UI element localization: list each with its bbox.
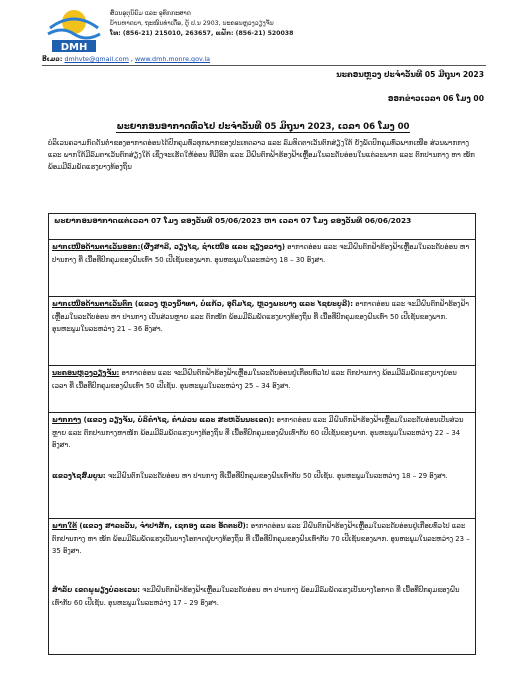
table-divider xyxy=(49,412,475,413)
email-label: ອີເມວ: xyxy=(42,55,63,63)
table-divider xyxy=(49,518,475,519)
forecast-period: ພະຍາກອນອາກາດແຕ່ເວລາ 07 ໂມງ ຂອງວັນທີ 05/06/2023 ຫາ ເວລາ 07 ໂມງ ຂອງວັນທີ 06/06/2023 xyxy=(54,216,412,225)
region-south: ພາກໃຕ້ (ແຂວງ ສາລະວັນ, ຈຳປາສັກ, ເຊກອງ ແລະ ອັດຕະປື): ອາກາດອ່ອນ ແລະ ມີຝົນຕົກຟ້າຮ້ອງຟ້າເຫຼື້ອມໃນລະດັບອ່ອນຢູ່ເກືອບທົ່ວໄປ ແລະ ຕົກປານກາງ ຫາ ໜັກ ພ້ອມມີລົມພັດແຮງເປັນບາງໂອກາດຢູ່ບາງທ້ອງຖິ່ນ ທີ່ ເນື້ອທີ່ປົກຄຸມຂອງຝົນເທົ່າກັບ 70 ເປີເຊັນຂອງພາກ. ອຸນຫະພູມໃນລະຫວ່າງ 23 – 35 ອົງສາ. xyxy=(52,522,470,556)
issue-time: ອອກຂ່າວເວລາ 06 ໂມງ 00 xyxy=(387,94,484,103)
intro-paragraph: ບໍລິເວນຄວາມກົດດັນຕ່ຳຂອງອາກາດອ່ອນໄດ້ປົກຄຸມທົ່ວທຸກພາກຂອງປະເທດລາວ ແລະ ລົມທິດຕາເວັນຕົກສ່ຽງໃຕ້ ຍັງພັດປົກຄຸມທົ່ວພາກເໜືອ ສ່ວນພາກກາງ ແລະ ພາກໃຕ້ມີລົມຕາເວັນຕົກສ່ຽງໃຕ້ ເຊິ່ງຈະເຮັດໃຫ້ອ່ອນ ທີ່ມີອີກ ແລະ ມີຝົນຕົກຟ້າຮ້ອງຟ້າເຫຼື້ອມໃນລະດັບອ່ອນໃນແຕ່ລະພາກ ແລະ ຕົກປານກາງ ຫາ ໜັກພ້ອມມີລົມພັດແຮງບາງທ້ອງຖິ່ນ xyxy=(48,139,475,171)
table-divider xyxy=(49,239,475,240)
region-xaisomboun: ແຂວງໄຊສົມບູນ: ຈະມີຝົນຕົກໃນລະດັບອ່ອນ ຫາ ປານກາງ ທີ່ເນື້ອທີ່ປົກຄຸມຂອງຝົນເທົ່າກັບ 50 ເປີເຊັນ. ອຸນຫະພູມໃນລະຫວ່າງ 18 – 29 ອົງສາ. xyxy=(52,472,448,480)
org-name: ສົ່ວນອຸຕຸນິຍົມ ແລະ ອຸທົກກະສາດ xyxy=(110,10,191,17)
dateline: ນະຄອນຫຼວງ ປະຈຳວັນທີ 05 ມີຖຸນາ 2023 xyxy=(336,70,484,79)
header-divider xyxy=(42,65,486,66)
table-divider xyxy=(49,296,475,297)
logo-text: DMH xyxy=(60,42,88,53)
website-link[interactable]: www.dmh.monre.gov.la xyxy=(134,55,211,63)
contact-line: ອີເມວ: dmhvte@gmail.com , www.dmh.monre.gov.la xyxy=(42,55,211,63)
bulletin-title: ພະຍາກອນອາກາດທົ່ວໄປ ປະຈຳວັນທີ 05 ມິຖຸນາ 2023, ເວລາ 06 ໂມງ 00 xyxy=(116,122,410,132)
region-vientiane-capital: ນະຄອນຫຼວງວຽງຈັນ: ອາກາດອ່ອນ ແລະ ຈະມີຝົນຕົກຟ້າຮ້ອງຟ້າເຫຼື້ອມໃນລະດັບອ່ອນຢູ່ເກືອບທົ່ວໄປ ແລະ ຕົກປານກາງ ພ້ອມມີລົມພັດແຮງບາງບ່ອນເວລາ ທີ່ ເນື້ອທີ່ປົກຄຸມຂອງຝົນເທົ່າ 50 ເປີເຊັນ. ອຸນຫະພູມໃນລະຫວ່າງ 25 – 34 ອົງສາ. xyxy=(52,369,457,390)
email-link[interactable]: dmhvte@gmail.com xyxy=(64,55,129,63)
org-phone: ໂທ: (856-21) 215010, 263657, ແຟັກ: (856-21) 520038 xyxy=(110,30,294,37)
org-address: ບ້ານຫາດບາ, ຖະໜົນທ່າເດື່ອ, ຕູ້ ປ.ນ 2903, ນະຄອນຫຼວງວຽງຈັນ xyxy=(110,20,274,27)
region-northwest: ພາກເໜືອດ້ານຕາເວັນຕົກ (ແຂວງ ຫຼວງນໍ້າທາ, ບໍ່ແກ້ວ, ອຸດົມໄຊ, ຫຼວງພະບາງ ແລະ ໄຊຍະບູລີ): ອາກາດອ່ອນ ແລະ ຈະມີຝົນຕົກຟ້າຮ້ອງຟ້າເຫຼື້ອມໃນລະດັບອ່ອນ ຫາ ປານກາງ ເປັນສ່ວນຫຼາຍ ແລະ ຕົກໜັກ ພ້ອມມີລົມພັດແຮງບາງທ້ອງຖິ່ນ ທີ່ ເນື້ອທີ່ປົກຄຸມຂອງຝົນເທົ່າ 50 ເປີເຊັນຂອງພາກ. ອຸນຫະພູມໃນລະຫວ່າງ 21 – 36 ອົງສາ. xyxy=(52,300,469,334)
region-central: ພາກກາງ (ແຂວງ ວຽງຈັນ, ບໍລິຄຳໄຊ, ຄຳມ່ວນ ແລະ ສະຫວັນນະເຂດ): ອາກາດອ່ອນ ແລະ ມີຝົນຕົກຟ້າຮ້ອງຟ້າເຫຼື້ອມໃນລະດັບອ່ອນເປັນສ່ວນຫຼາຍ ແລະ ຕົກປານກາງຫາໜັກ ພ້ອມມີລົມພັດແຮງບາງທ້ອງຖິ່ນ ທີ່ ເນື້ອທີ່ປົກຄຸມຂອງຝົນເທົ່າກັບ 60 ເປີເຊັນຂອງພາກ. ອຸນຫະພູມໃນລະຫວ່າງ 22 – 34 ອົງສາ. xyxy=(52,416,464,450)
dmh-logo xyxy=(44,6,104,56)
region-plateau: ສຳລັບ ເຂດພູພຽງບໍລະເວນ: ຈະມີຝົນຕົກຟ້າຮ້ອງຟ້າເຫຼື້ອມໃນລະດັບອ່ອນ ຫາ ປານກາງ ພ້ອມມີລົມພັດແຮງເປັນບາງໂອກາດ ທີ່ ເນື້ອທີ່ປົກຄຸມຂອງຝົນເທົ່າກັບ 60 ເປີເຊັນ. ອຸນຫະພູມໃນລະຫວ່າງ 17 – 29 ອົງສາ. xyxy=(52,586,460,607)
region-northeast: ພາກເໜືອດ້ານຕາເວັນອອກ:(ຜົ້ງສາລີ, ວຽງໄຊ, ຊຳເໜືອ ແລະ ຊຽງຂວາງ) ອາກາດອ່ອນ ແລະ ຈະມີຝົນຕົກຟ້າຮ້ອງຟ້າເຫຼື້ອມໃນລະດັບອ່ອນ ຫາ ປານກາງ ທີ່ ເນື້ອທີ່ປົກຄຸມຂອງຝົນເທົ່າ 50 ເປີເຊັນຂອງພາກ. ອຸນຫະພູມໃນລະຫວ່າງ 18 – 30 ອົງສາ. xyxy=(52,243,470,264)
table-divider xyxy=(49,365,475,366)
